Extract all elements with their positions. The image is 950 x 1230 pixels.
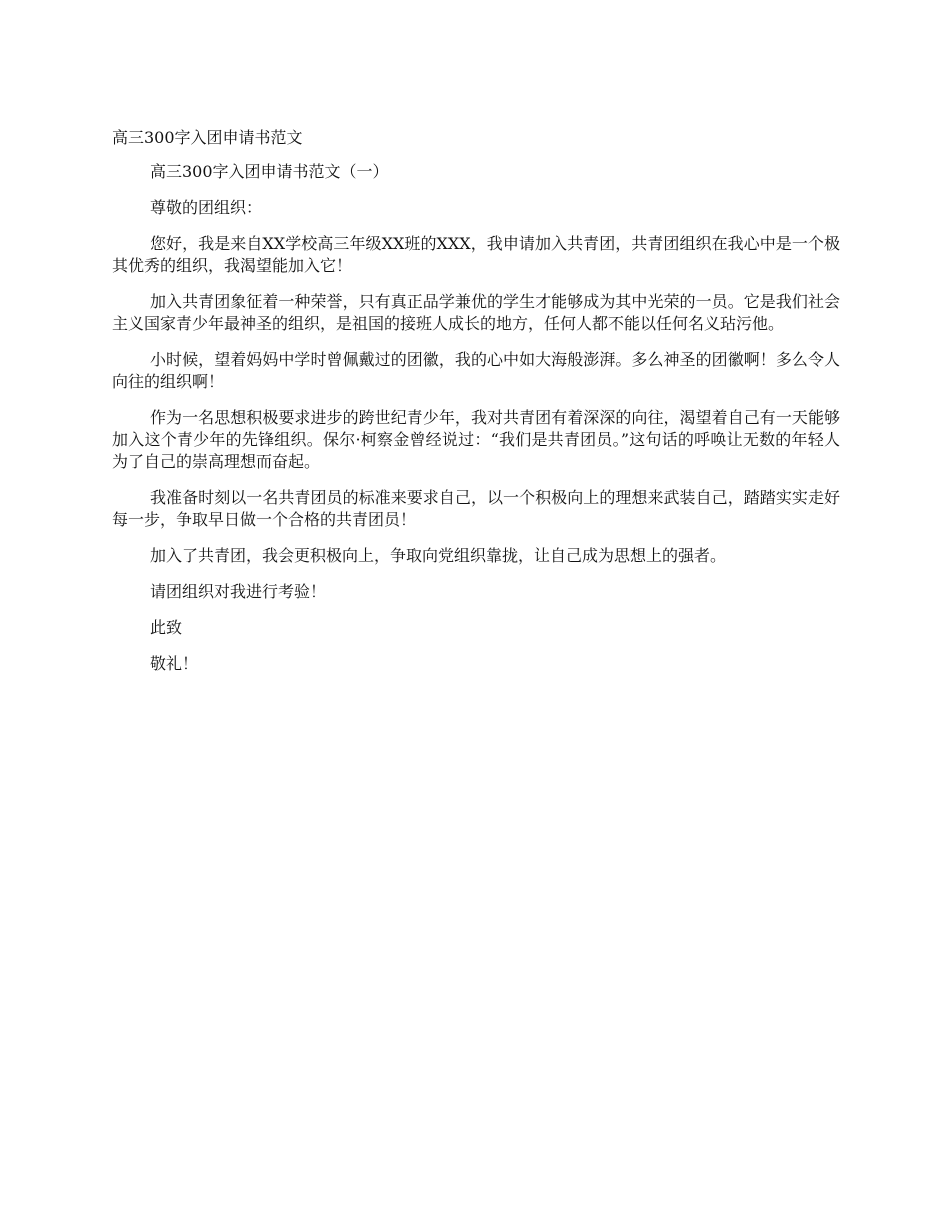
closing-paragraph: 敬礼！ xyxy=(150,654,199,673)
body-paragraph: 作为一名思想积极要求进步的跨世纪青少年，我对共青团有着深深的向往，渴望着自己有一天能够加入这个青少年的先锋组织。保尔·柯察金曾经说过：“我们是共青团员。”这句话的呼唤让无数的年轻人为了自己的崇高理想而奋起。 xyxy=(112,408,840,471)
body-paragraph: 请团组织对我进行考验！ xyxy=(150,582,327,601)
document-page xyxy=(112,127,840,689)
salutation-paragraph: 尊敬的团组织： xyxy=(150,198,263,217)
body-paragraph: 小时候，望着妈妈中学时曾佩戴过的团徽，我的心中如大海般澎湃。多么神圣的团徽啊！多么令人向往的组织啊！ xyxy=(112,350,840,391)
document-title: 高三300字入团申请书范文 xyxy=(112,128,303,147)
body-paragraph: 加入了共青团，我会更积极向上，争取向党组织靠拢，让自己成为思想上的强者。 xyxy=(150,546,727,565)
closing-paragraph: 此致 xyxy=(150,618,183,637)
subtitle-paragraph: 高三300字入团申请书范文（一） xyxy=(150,162,389,181)
body-paragraph: 您好，我是来自XX学校高三年级XX班的XXX，我申请加入共青团，共青团组织在我心中是一个极其优秀的组织，我渴望能加入它！ xyxy=(112,234,840,275)
body-paragraph: 加入共青团象征着一种荣誉，只有真正品学兼优的学生才能够成为其中光荣的一员。它是我们社会主义国家青少年最神圣的组织，是祖国的接班人成长的地方，任何人都不能以任何名义玷污他。 xyxy=(112,292,840,333)
body-paragraph: 我准备时刻以一名共青团员的标准来要求自己，以一个积极向上的理想来武装自己，踏踏实实走好每一步，争取早日做一个合格的共青团员！ xyxy=(112,488,840,529)
